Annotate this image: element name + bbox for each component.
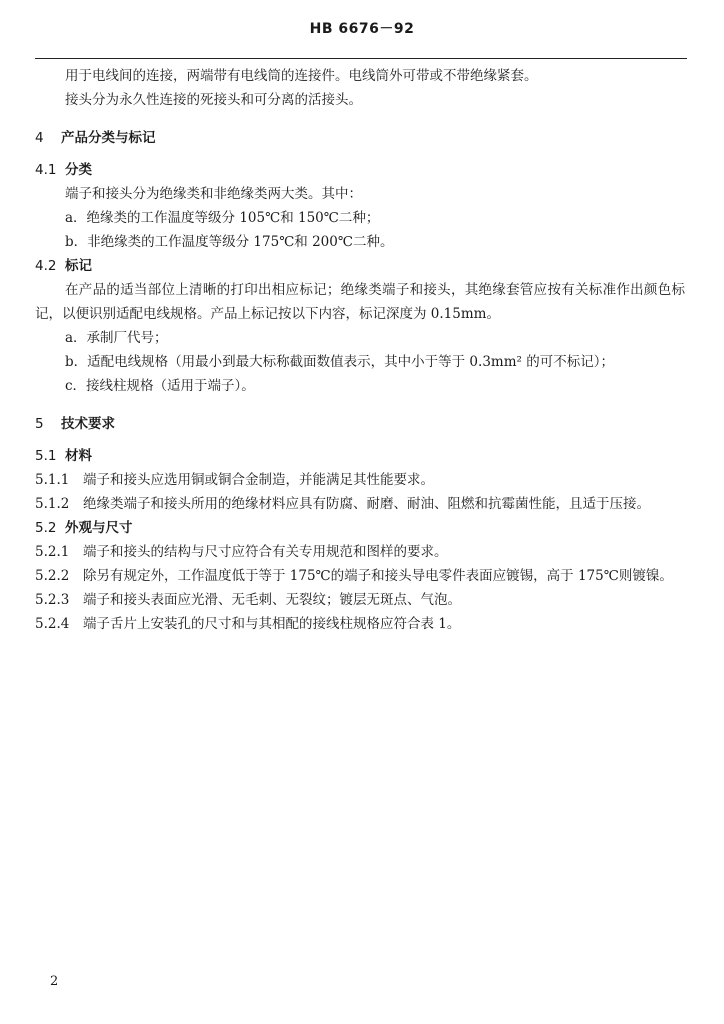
clause-5-2-2 [35, 564, 685, 588]
section-4-number: 4 [35, 130, 44, 146]
clause-5-1-1 [35, 468, 685, 492]
intro-line-2: 接头分为永久性连接的死接头和可分离的活接头。 [65, 92, 362, 108]
clause-5-2-1-number: 5.2.1 [35, 544, 70, 560]
classification-item-b: b．非绝缘类的工作温度等级分 175℃和 200℃二种。 [65, 234, 394, 250]
section-4-2-heading [35, 254, 685, 278]
clause-5-2-1 [35, 540, 685, 564]
classification-line: 端子和接头分为绝缘类和非绝缘类两大类。其中： [65, 186, 362, 202]
section-5-number: 5 [35, 416, 44, 432]
section-5-1-number: 5.1 [35, 448, 57, 464]
header-rule [35, 58, 687, 59]
clause-5-1-1-text: 端子和接头应选用铜或铜合金制造，并能满足其性能要求。 [83, 472, 434, 488]
clause-5-2-4-text: 端子舌片上安装孔的尺寸和与其相配的接线柱规格应符合表 1。 [83, 616, 461, 632]
clause-5-2-4-number: 5.2.4 [35, 616, 70, 632]
page-number: 2 [50, 974, 59, 989]
document-body [35, 64, 685, 636]
marking-paragraph: 在产品的适当部位上清晰的打印出相应标记；绝缘类端子和接头，其绝缘套管应按有关标准作出颜色标记，以便识别适配电线规格。产品上标记按以下内容，标记深度为 0.15mm。 [35, 282, 685, 322]
section-4-heading [35, 126, 685, 150]
clause-5-1-2-number: 5.1.2 [35, 496, 70, 512]
intro-line-1: 用于电线间的连接，两端带有电线筒的连接件。电线筒外可带或不带绝缘紧套。 [65, 68, 538, 84]
section-4-1-number: 4.1 [35, 162, 57, 178]
section-4-1-title: 分类 [65, 162, 92, 178]
clause-5-1-1-number: 5.1.1 [35, 472, 70, 488]
clause-5-2-2-text: 除另有规定外，工作温度低于等于 175℃的端子和接头导电零件表面应镀锡，高于 175℃则镀镍。 [83, 568, 673, 584]
clause-5-2-2-number: 5.2.2 [35, 568, 70, 584]
section-5-1-heading [35, 444, 685, 468]
classification-item-a: a．绝缘类的工作温度等级分 105℃和 150℃二种； [65, 210, 380, 226]
section-4-2-title: 标记 [65, 258, 92, 274]
section-4-2-number: 4.2 [35, 258, 57, 274]
standard-number-header: HB 6676－92 [309, 21, 415, 37]
marking-item-b: b．适配电线规格（用最小到最大标称截面数值表示，其中小于等于 0.3mm² 的可不标记）； [65, 354, 614, 370]
section-4-1-heading [35, 158, 685, 182]
clause-5-2-4 [35, 612, 685, 636]
clause-5-2-1-text: 端子和接头的结构与尺寸应符合有关专用规范和图样的要求。 [83, 544, 448, 560]
section-5-title: 技术要求 [61, 416, 115, 432]
clause-5-2-3 [35, 588, 685, 612]
section-5-2-title: 外观与尺寸 [65, 520, 133, 536]
marking-item-a: a．承制厂代号； [65, 330, 168, 346]
clause-5-1-2-text: 绝缘类端子和接头所用的绝缘材料应具有防腐、耐磨、耐油、阻燃和抗霉菌性能，且适于压接。 [83, 496, 650, 512]
clause-5-1-2 [35, 492, 685, 516]
section-5-2-heading [35, 516, 685, 540]
clause-5-2-3-number: 5.2.3 [35, 592, 70, 608]
section-5-2-number: 5.2 [35, 520, 57, 536]
section-5-1-title: 材料 [65, 448, 92, 464]
section-4-title: 产品分类与标记 [61, 130, 156, 146]
clause-5-2-3-text: 端子和接头表面应光滑、无毛刺、无裂纹；镀层无斑点、气泡。 [83, 592, 461, 608]
section-5-heading [35, 412, 685, 436]
marking-item-c: c．接线柱规格（适用于端子）。 [65, 378, 255, 394]
